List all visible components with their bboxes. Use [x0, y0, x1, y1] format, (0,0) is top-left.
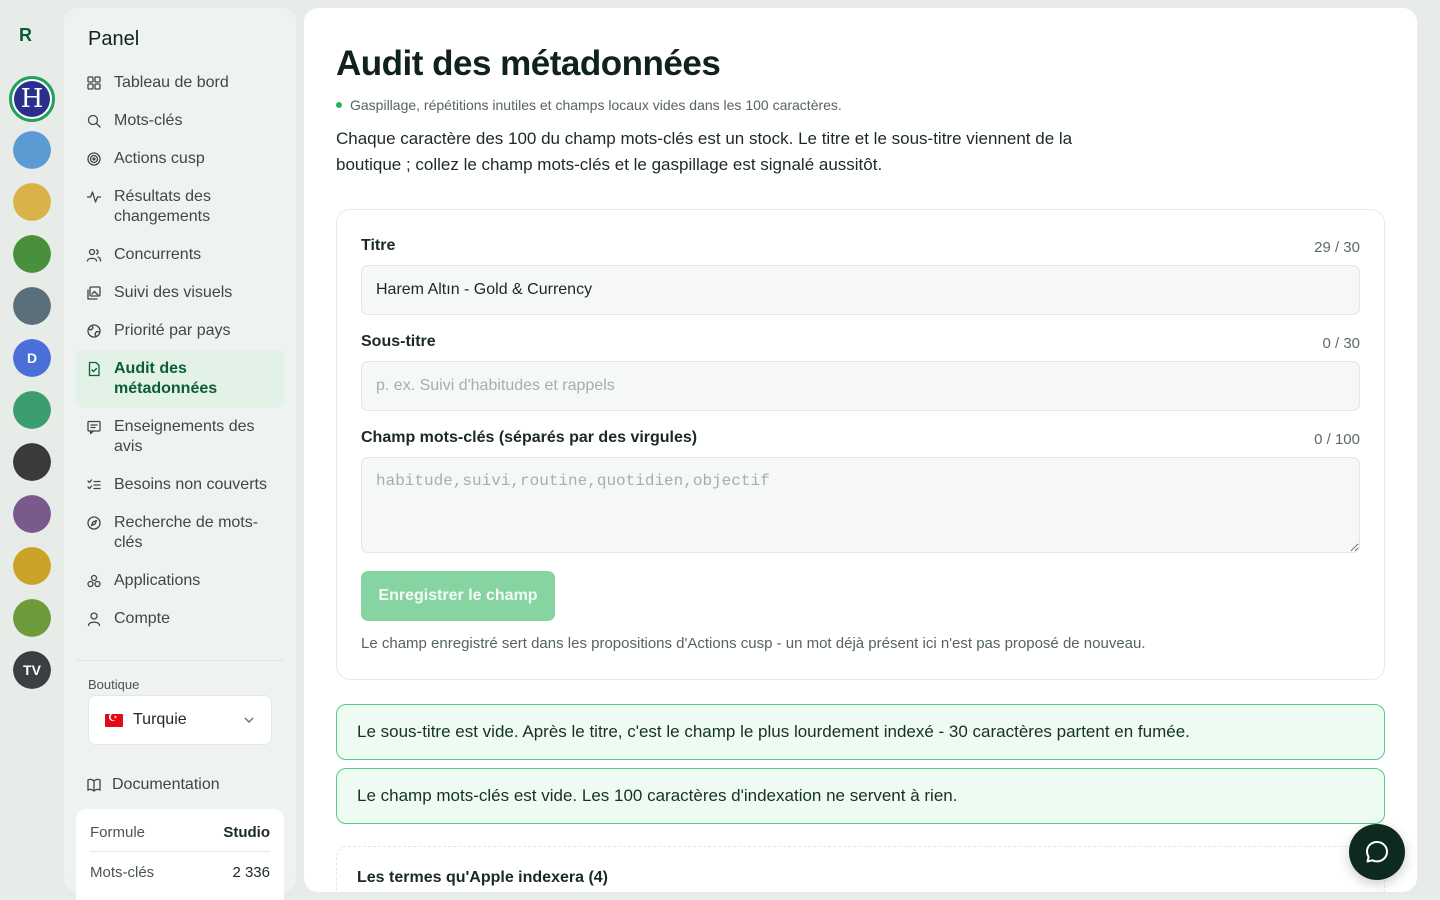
- compass-icon: [86, 515, 102, 531]
- app-avatar-app-8[interactable]: [13, 443, 51, 481]
- plan-keywords-label: Mots-clés: [90, 864, 155, 881]
- target-icon: [86, 151, 102, 167]
- plan-card: [76, 809, 284, 900]
- subtitle-count: 0 / 30: [1322, 335, 1360, 352]
- sidebar-item-applications[interactable]: [76, 562, 284, 600]
- sidebar-item-suivi-des-visuels[interactable]: [76, 274, 284, 312]
- brand-logo[interactable]: R: [19, 25, 32, 45]
- list-check-icon: [86, 477, 102, 493]
- page-subtitle: [336, 97, 842, 113]
- keywords-label: Champ mots-clés (séparés par des virgules): [361, 429, 698, 446]
- keywords-count: 0 / 100: [1314, 431, 1360, 448]
- main-content: [304, 8, 1417, 892]
- boutique-label: Boutique: [88, 677, 140, 692]
- metadata-form: [336, 209, 1385, 680]
- indexed-terms-card: [336, 846, 1385, 892]
- app-avatar-harem-altin[interactable]: [9, 76, 55, 122]
- country-select[interactable]: [88, 695, 272, 745]
- book-icon: [86, 777, 102, 793]
- sidebar-item-label: Suivi des visuels: [114, 284, 233, 301]
- app-avatar-app-9[interactable]: [13, 495, 51, 533]
- sidebar-item-actions-cusp[interactable]: [76, 140, 284, 178]
- form-note: Le champ enregistré sert dans les propositions d'Actions cusp - un mot déjà présent ici n'est pas proposé de nouveau.: [361, 635, 1146, 652]
- globe-icon: [86, 323, 102, 339]
- sidebar-item-priorite-par-pays[interactable]: [76, 312, 284, 350]
- chevron-down-icon: [243, 714, 255, 726]
- users-icon: [86, 247, 102, 263]
- sidebar-item-label: Résultats des changements: [114, 188, 211, 225]
- search-icon: [86, 113, 102, 129]
- app-avatar-image: H: [14, 81, 50, 117]
- app-avatar-image: [13, 599, 51, 637]
- chat-bubble-icon: [1364, 839, 1390, 865]
- app-avatar-image: [13, 391, 51, 429]
- sidebar-item-label: Mots-clés: [114, 112, 183, 129]
- save-field-button[interactable]: Enregistrer le champ: [361, 571, 555, 621]
- app-avatar-image: [13, 495, 51, 533]
- sidebar-nav: [76, 64, 284, 638]
- sidebar-item-label: Besoins non couverts: [114, 476, 267, 493]
- sidebar-item-enseignements-des-avis[interactable]: [76, 408, 284, 466]
- activity-icon: [86, 189, 102, 205]
- turkey-flag-icon: [105, 714, 123, 727]
- sidebar-item-audit-des-metadonnees[interactable]: [76, 350, 284, 408]
- sidebar-item-label: Audit des métadonnées: [114, 360, 218, 397]
- sidebar-item-resultats-des-changements[interactable]: [76, 178, 284, 236]
- app-avatar-image: [13, 183, 51, 221]
- sidebar-item-label: Recherche de mots-clés: [114, 514, 259, 551]
- app-avatar-image: [13, 131, 51, 169]
- title-input[interactable]: [361, 265, 1360, 315]
- subtitle-input[interactable]: [361, 361, 1360, 411]
- grid-icon: [86, 75, 102, 91]
- sidebar-item-compte[interactable]: [76, 600, 284, 638]
- sidebar-item-label: Concurrents: [114, 246, 202, 263]
- documentation-label: Documentation: [112, 776, 220, 793]
- app-avatar-app-3[interactable]: [13, 183, 51, 221]
- sidebar-item-concurrents[interactable]: [76, 236, 284, 274]
- documentation-link[interactable]: [86, 776, 220, 794]
- sidebar-item-label: Tableau de bord: [114, 74, 229, 91]
- app-avatar-app-6[interactable]: [13, 339, 51, 377]
- app-avatar-image: D: [13, 339, 51, 377]
- intro-text: Chaque caractère des 100 du champ mots-clés est un stock. Le titre et le sous-titre viennent de la boutique ; collez le champ mots-clés et le gaspillage est signalé aussitôt.: [336, 129, 1073, 174]
- title-label: Titre: [361, 237, 396, 254]
- app-avatar-image: [13, 235, 51, 273]
- subtitle-label: Sous-titre: [361, 333, 436, 350]
- status-dot-icon: [336, 102, 342, 108]
- page-subtitle-text: Gaspillage, répétitions inutiles et champs locaux vides dans les 100 caractères.: [350, 97, 842, 113]
- sidebar-item-recherche-de-mots-cles[interactable]: [76, 504, 284, 562]
- sidebar-item-label: Priorité par pays: [114, 322, 231, 339]
- country-value: Turquie: [133, 711, 187, 728]
- alert-subtitle-empty: Le sous-titre est vide. Après le titre, c'est le champ le plus lourdement indexé - 30 caractères partent en fumée.: [336, 704, 1385, 760]
- message-icon: [86, 419, 102, 435]
- plan-formula-label: Formule: [90, 824, 146, 841]
- app-avatar-app-12[interactable]: [13, 651, 51, 689]
- sidebar: [64, 8, 296, 892]
- app-avatar-app-4[interactable]: [13, 235, 51, 273]
- plan-formula-row: [90, 809, 270, 851]
- alert-keywords-empty: Le champ mots-clés est vide. Les 100 caractères d'indexation ne servent à rien.: [336, 768, 1385, 824]
- file-check-icon: [86, 361, 102, 377]
- plan-keywords-value: 2 336: [232, 864, 270, 881]
- sidebar-title: Panel: [88, 28, 140, 50]
- app-rail: [0, 0, 64, 900]
- plan-keywords-row: [90, 851, 270, 891]
- plan-formula-value: Studio: [223, 824, 270, 841]
- page-title: Audit des métadonnées: [336, 44, 721, 83]
- divider: [76, 660, 284, 661]
- sidebar-item-tableau-de-bord[interactable]: [76, 64, 284, 102]
- apps-icon: [86, 573, 102, 589]
- sidebar-item-label: Applications: [114, 572, 201, 589]
- images-icon: [86, 285, 102, 301]
- app-avatar-app-10[interactable]: [13, 547, 51, 585]
- app-avatar-image: [13, 443, 51, 481]
- indexed-terms-title: Les termes qu'Apple indexera (4): [357, 869, 608, 886]
- sidebar-item-label: Enseignements des avis: [114, 418, 255, 455]
- app-avatar-image: [13, 547, 51, 585]
- sidebar-item-besoins-non-couverts[interactable]: [76, 466, 284, 504]
- title-count: 29 / 30: [1314, 239, 1360, 256]
- app-avatar-app-5[interactable]: [13, 287, 51, 325]
- user-icon: [86, 611, 102, 627]
- app-avatar-image: [13, 287, 51, 325]
- app-avatar-image: TV: [13, 651, 51, 689]
- app-avatar-app-2[interactable]: [13, 131, 51, 169]
- keywords-textarea[interactable]: [361, 457, 1360, 553]
- app-avatar-app-7[interactable]: [13, 391, 51, 429]
- chat-button[interactable]: [1349, 824, 1405, 880]
- sidebar-item-label: Compte: [114, 610, 171, 627]
- sidebar-item-label: Actions cusp: [114, 150, 205, 167]
- sidebar-item-mots-cles[interactable]: [76, 102, 284, 140]
- app-avatar-app-11[interactable]: [13, 599, 51, 637]
